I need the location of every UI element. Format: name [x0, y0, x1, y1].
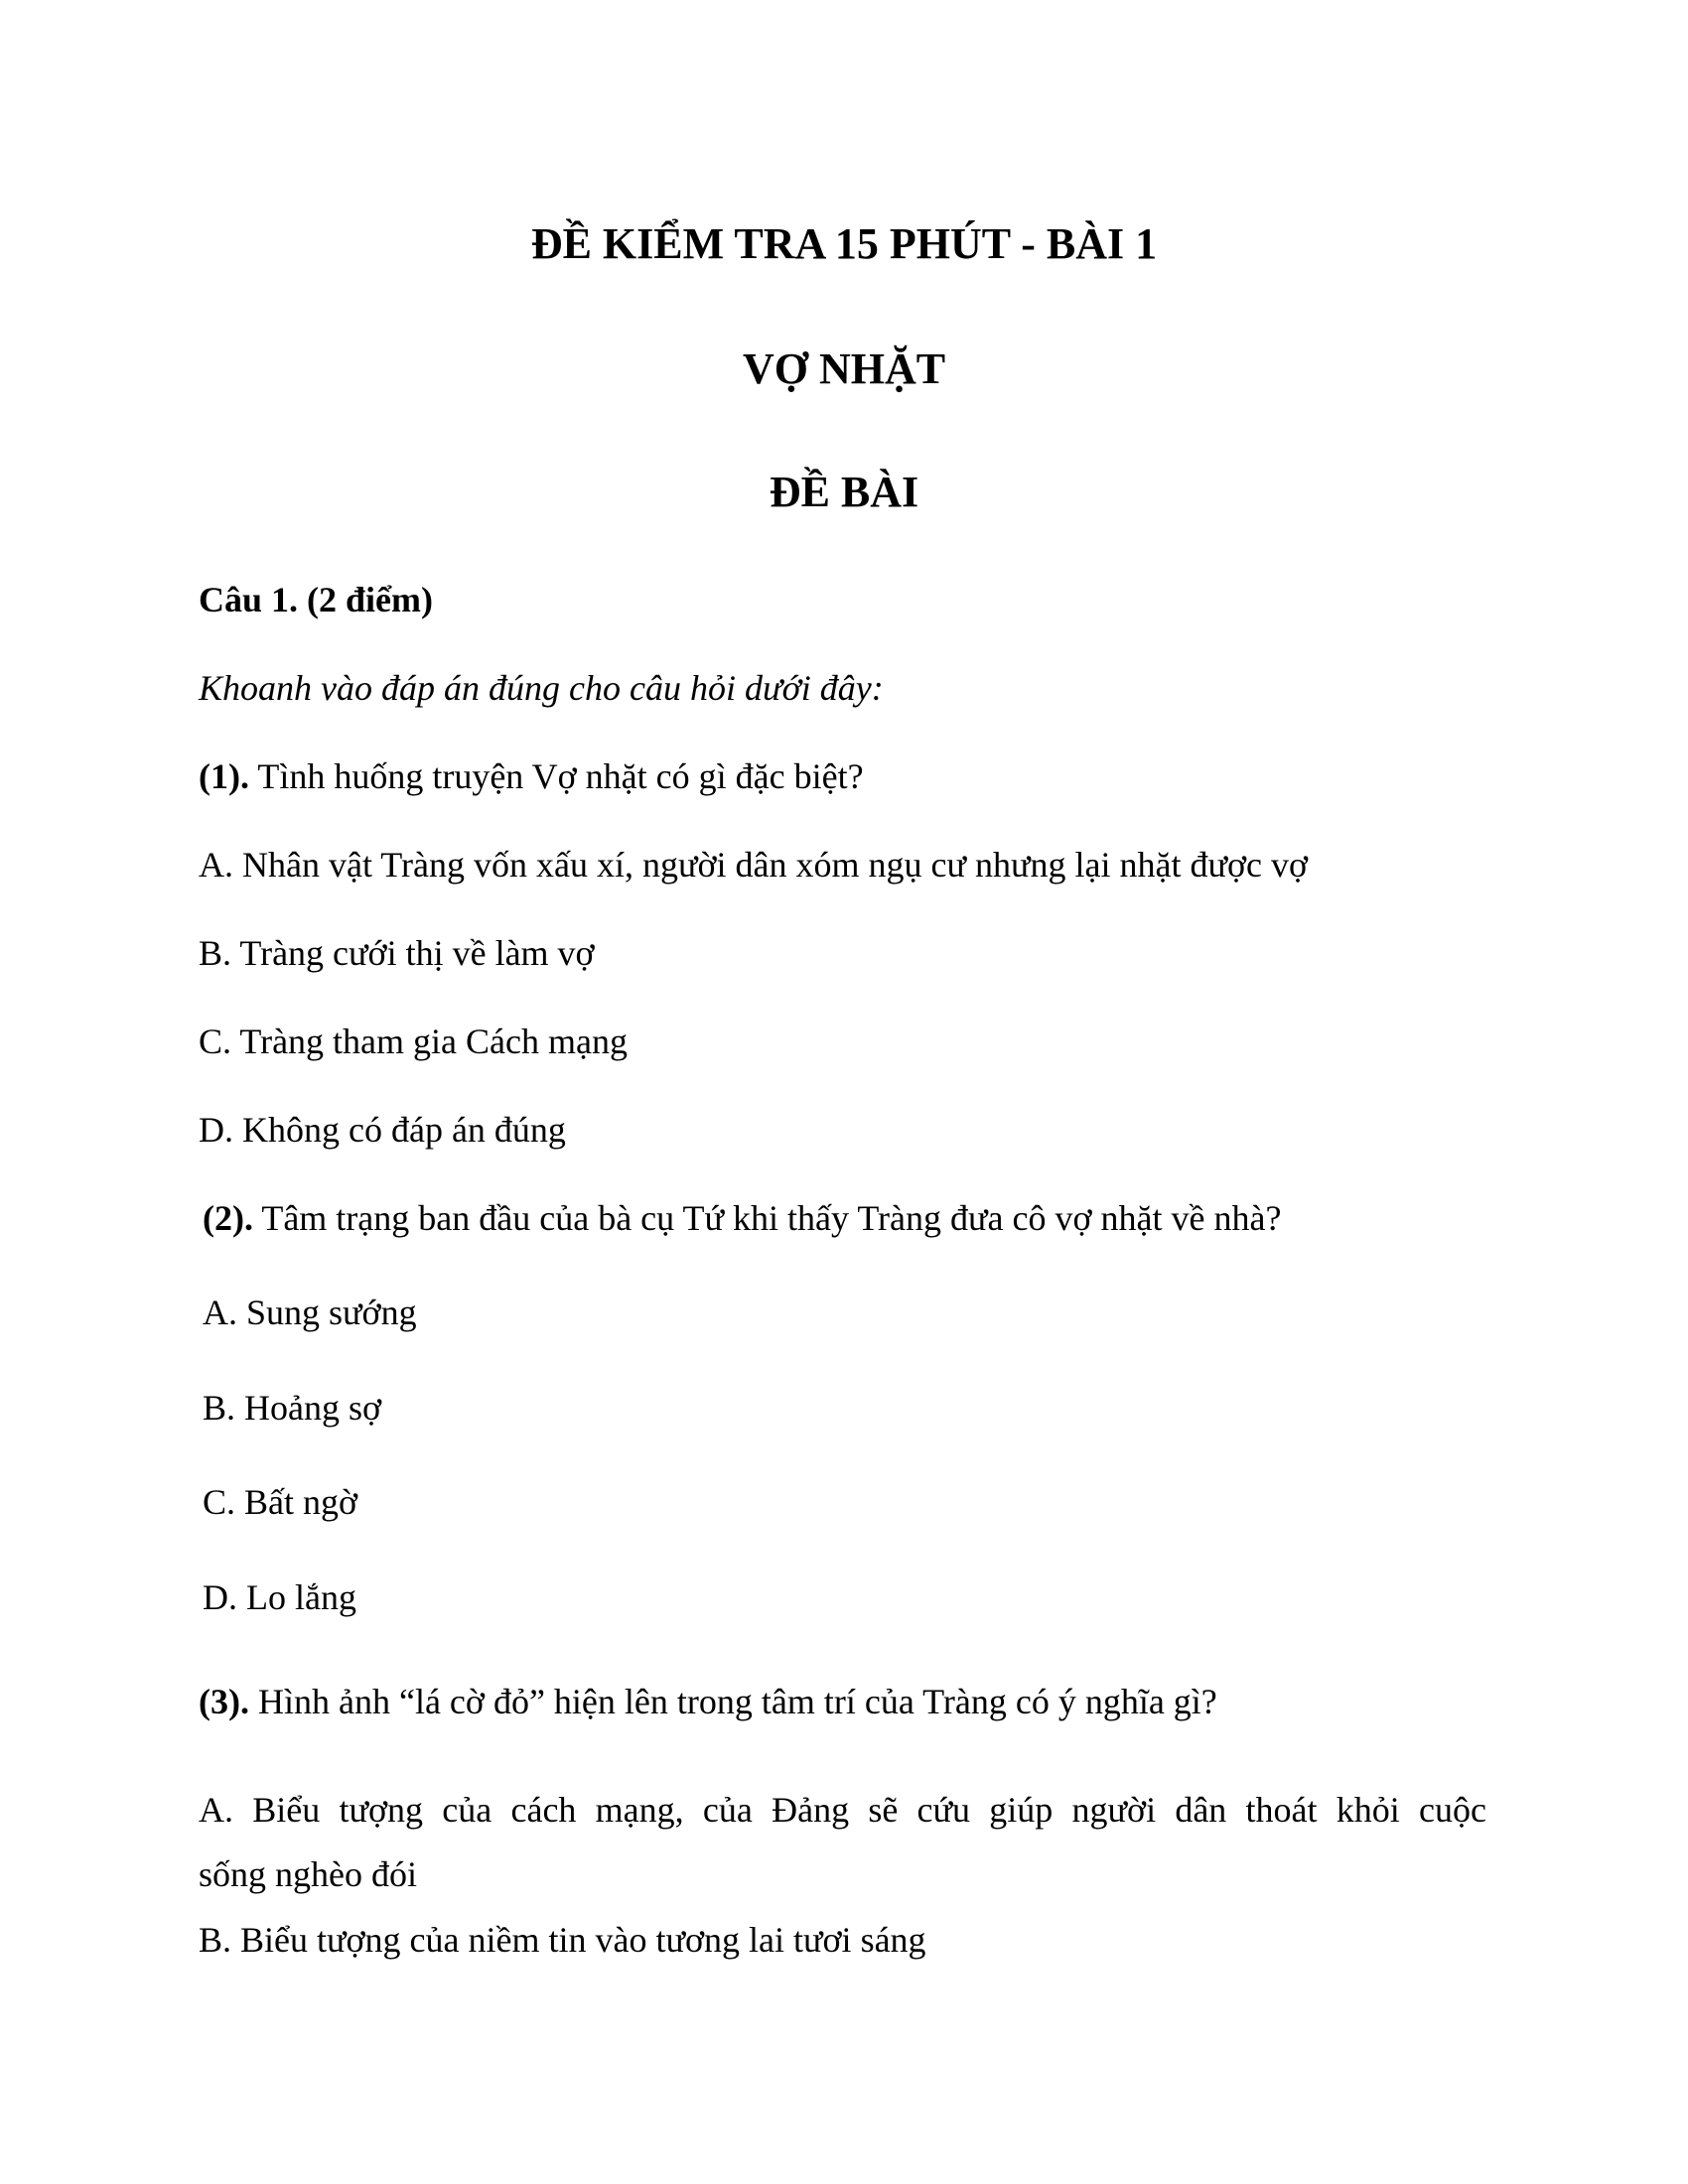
- answer-option: A. Sung sướng: [203, 1293, 417, 1332]
- answer-option: C. Bất ngờ: [203, 1482, 358, 1522]
- section-heading: ĐỀ BÀI: [769, 468, 919, 516]
- answer-option: D. Không có đáp án đúng: [199, 1110, 566, 1150]
- question-number: (1).: [199, 756, 249, 796]
- question-text: Tâm trạng ban đầu của bà cụ Tứ khi thấy Tràng đưa cô vợ nhặt về nhà?: [252, 1198, 1282, 1238]
- answer-option: B. Tràng cưới thị về làm vợ: [199, 933, 595, 973]
- page-subtitle: VỢ NHẶT: [742, 344, 946, 393]
- answer-option: A. Biểu tượng của cách mạng, của Đảng sẽ cứu giúp người dân thoát khỏi cuộc: [199, 1790, 1486, 1830]
- question-item-3: [199, 1680, 1217, 1723]
- question-number: (2).: [203, 1198, 253, 1238]
- answer-option: B. Biểu tượng của niềm tin vào tương lai tươi sáng: [199, 1920, 926, 1960]
- answer-option: C. Tràng tham gia Cách mạng: [199, 1022, 628, 1061]
- question-text: Hình ảnh “lá cờ đỏ” hiện lên trong tâm trí của Tràng có ý nghĩa gì?: [248, 1682, 1217, 1721]
- question-item-2: [203, 1196, 1281, 1240]
- question-item-1: [199, 754, 864, 798]
- answer-option: A. Nhân vật Tràng vốn xấu xí, người dân xóm ngụ cư nhưng lại nhặt được vợ: [199, 845, 1309, 885]
- answer-option: B. Hoảng sợ: [203, 1388, 382, 1428]
- answer-option: D. Lo lắng: [203, 1577, 356, 1617]
- question-number: (3).: [199, 1682, 249, 1721]
- question-header: Câu 1. (2 điểm): [199, 580, 433, 619]
- page-title: ĐỀ KIỂM TRA 15 PHÚT - BÀI 1: [530, 219, 1158, 268]
- question-text: Tình huống truyện Vợ nhặt có gì đặc biệt?: [248, 756, 864, 796]
- instruction-text: Khoanh vào đáp án đúng cho câu hỏi dưới đây:: [199, 668, 884, 708]
- answer-option-continuation: sống nghèo đói: [199, 1854, 417, 1894]
